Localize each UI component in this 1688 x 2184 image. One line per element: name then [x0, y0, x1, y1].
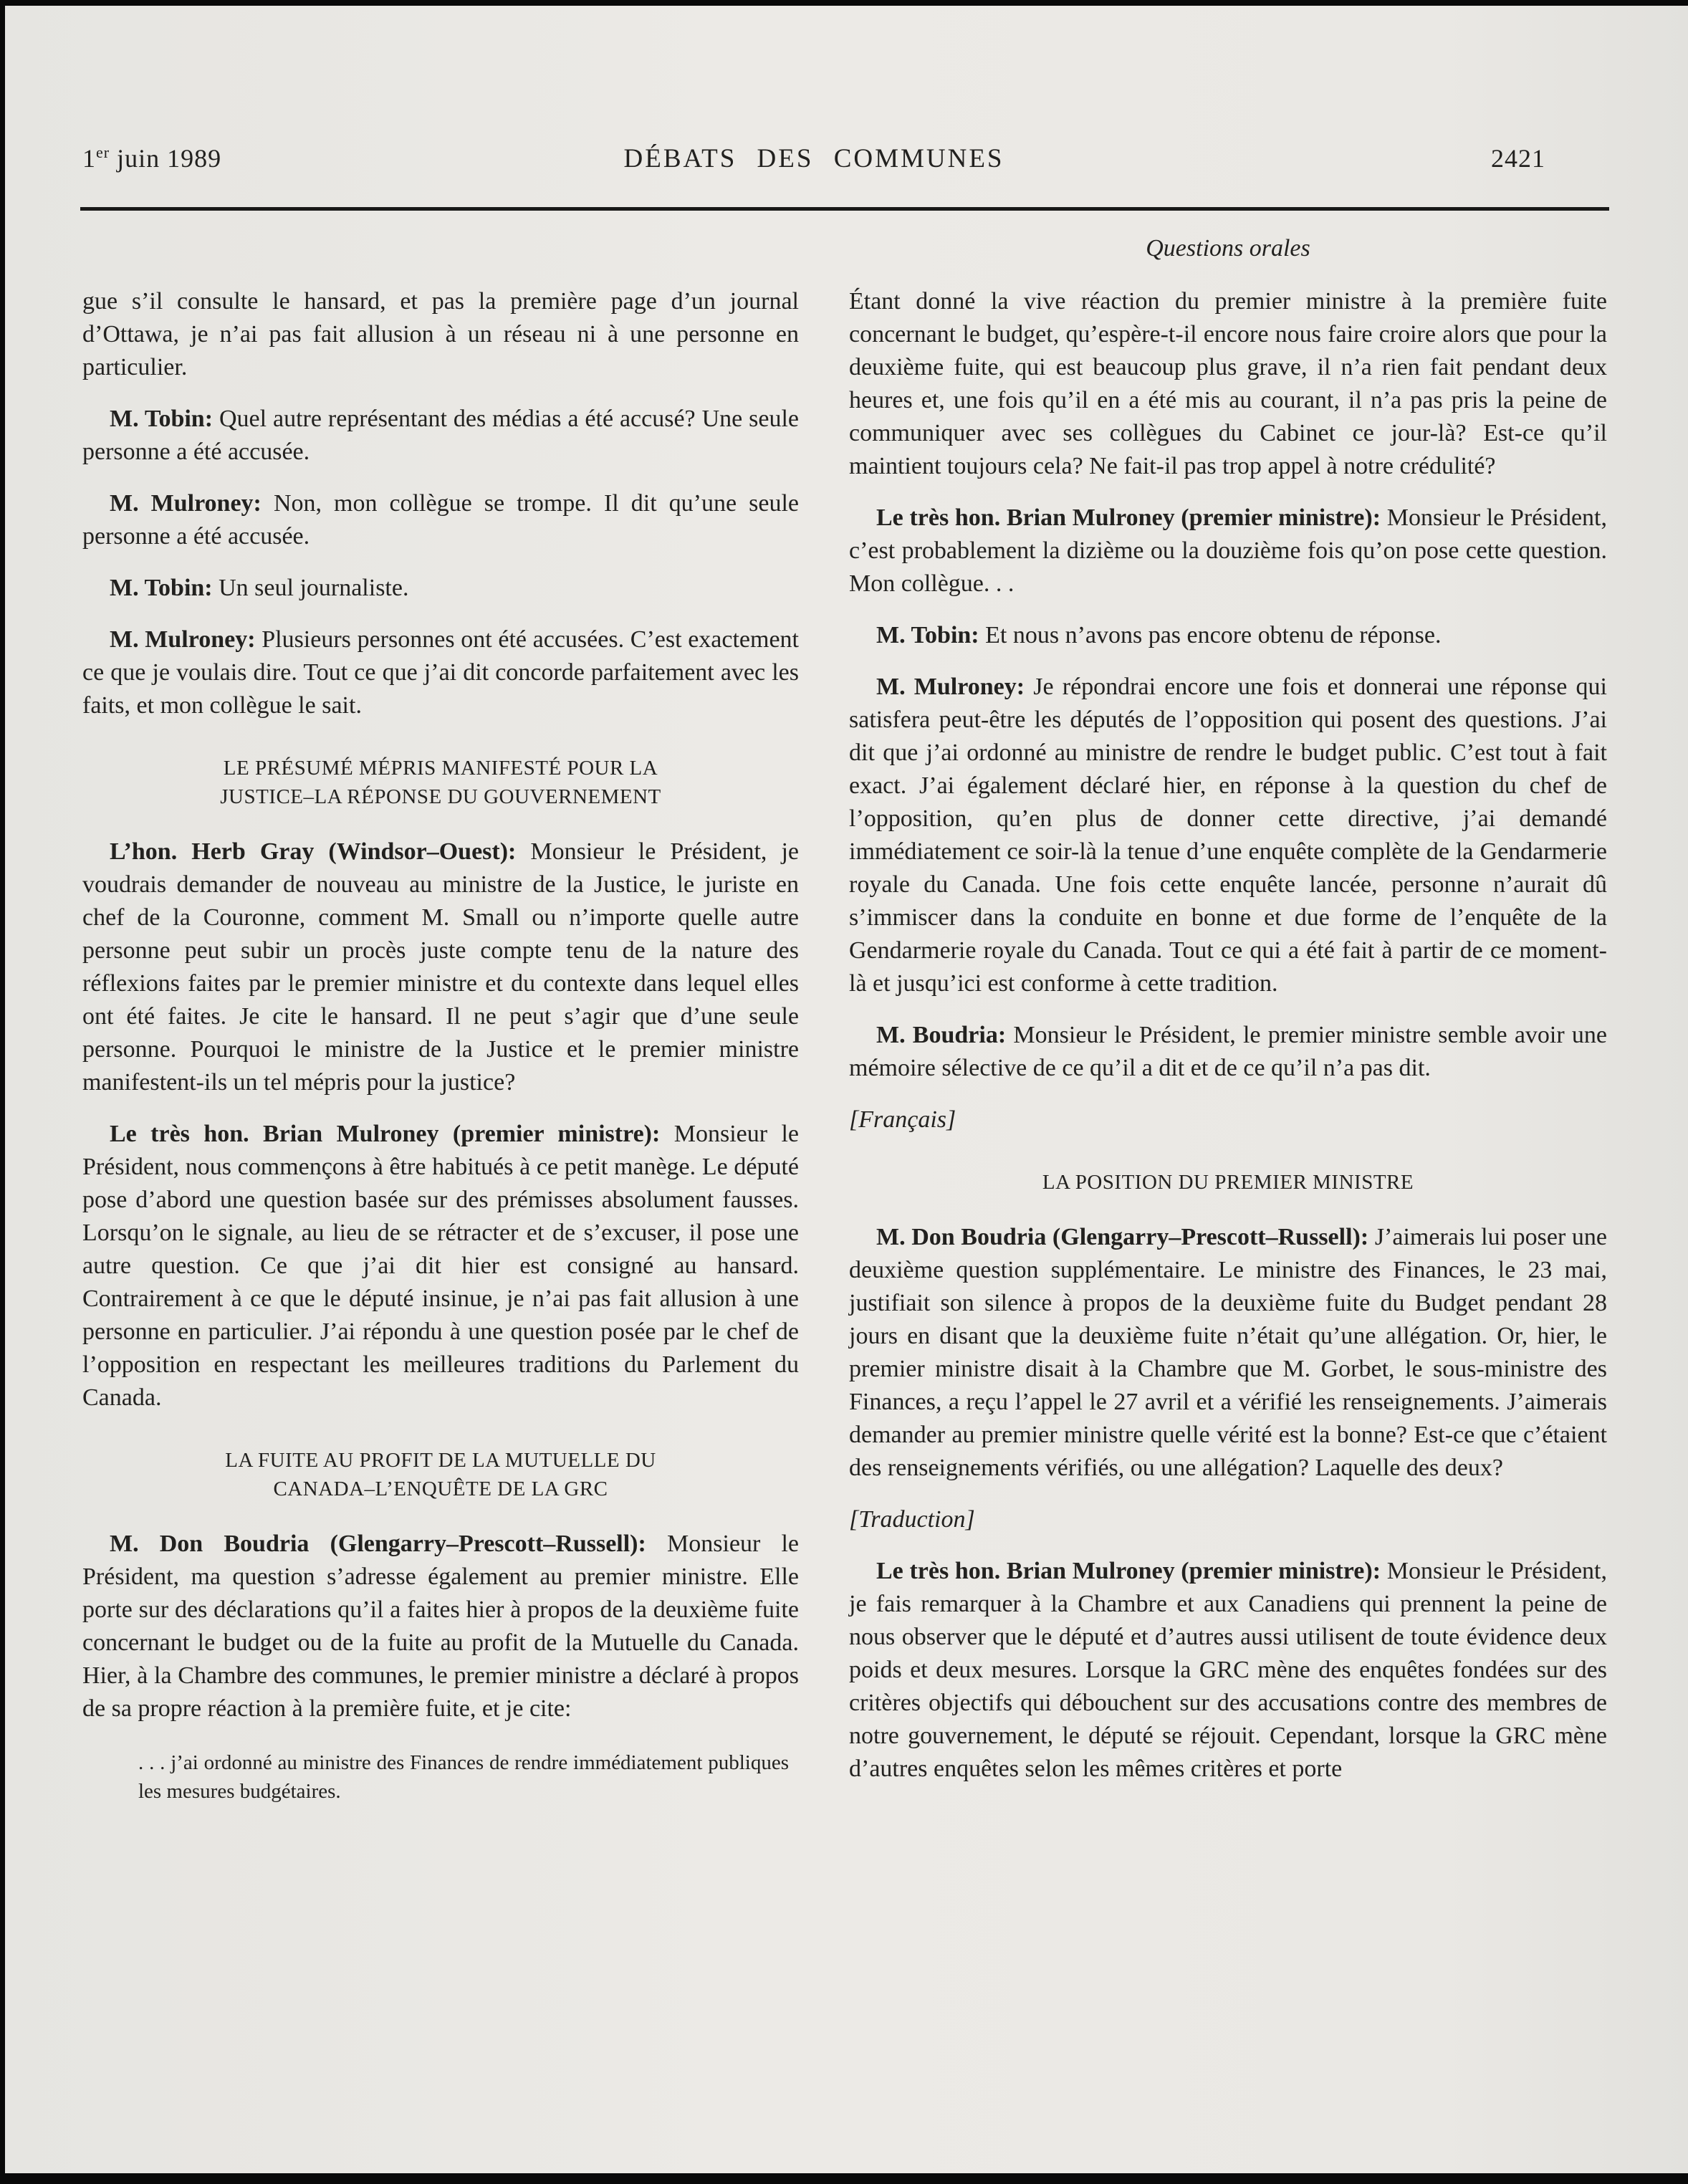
speech-text: Je répondrai encore une fois et donnerai une réponse qui satisfera peut-être les députés de l’opposition qui posent des questions. J’ai dit que j’ai ordonné au ministre de rendre le budget public. C’est tout à fait exact. J’ai également déclaré hier, en réponse à la question du chef de l’opposition, qu’en plus de donner cette directive, j’ai demandé immédiatement ce soir-là la tenue d’une enquête complète de la Gendarmerie royale du Canada. Une fois cette enquête lancée, personne n’aurait dû s’immiscer dans la conduite en bonne et due forme de l’enquête de la Gendarmerie royale du Canada. Tout ce qui a été fait à partir de ce moment-là et jusqu’ici est conforme à cette tradition. — [849, 674, 1608, 997]
speaker-name: M. Tobin: — [876, 622, 979, 648]
quote-block: . . . j’ai ordonné au ministre des Finances de rendre immédiatement publiques les mesures budgétaires. — [138, 1751, 789, 1803]
header-date — [82, 143, 624, 173]
speech-paragraph — [849, 1555, 1607, 1786]
speech-text: Monsieur le Président, le premier ministre semble avoir une mémoire sélective de ce qu’il a dit et de ce qu’il n’a pas dit. — [849, 1022, 1608, 1081]
column-right — [849, 285, 1607, 1804]
speaker-name: M. Mulroney: — [876, 674, 1025, 700]
speech-text: Monsieur le Président, je voudrais demander de nouveau au ministre de la Justice, le juriste en chef de la Couronne, comment M. Small ou n’importe quelle autre personne peut subir un procès juste compte tenu de la nature des réflexions faites par le premier ministre et du contexte dans lequel elles ont été faites. Je cite le hansard. Il ne peut s’agir que d’une seule personne. Pourquoi le ministre de la Justice et le premier ministre manifestent-ils un tel mépris pour la justice? — [82, 838, 800, 1096]
language-marker: [Français] — [849, 1106, 956, 1133]
column-left — [82, 285, 799, 1806]
speaker-name: M. Mulroney: — [110, 490, 262, 517]
date-number: 1 — [82, 144, 96, 173]
scan-edge-left — [0, 0, 5, 2184]
speech-text: Monsieur le Président, ma question s’adresse également au premier ministre. Elle porte sur des déclarations qu’il a faites hier à propos de la deuxième fuite concernant le budget ou de la fuite au profit de la Mutuelle du Canada. Hier, à la Chambre des communes, le premier ministre a déclaré à propos de sa propre réaction à la première fuite, et je cite: — [82, 1531, 800, 1722]
running-head: Questions orales — [1146, 235, 1310, 262]
speech-paragraph — [82, 623, 799, 722]
speaker-name: Le très hon. Brian Mulroney (premier ministre): — [876, 504, 1381, 531]
paragraph-continuation: gue s’il consulte le hansard, et pas la première page d’un journal d’Ottawa, je n’ai pas fait allusion à un réseau ni à une personne en particulier. — [82, 288, 799, 380]
speech-text: Un seul journaliste. — [219, 575, 409, 601]
date-rest: juin 1989 — [110, 144, 222, 173]
speech-paragraph — [82, 403, 799, 469]
page-number: 2421 — [1491, 144, 1546, 173]
speaker-name: Le très hon. Brian Mulroney (premier ministre): — [110, 1121, 661, 1147]
speaker-name: M. Mulroney: — [110, 626, 256, 653]
speech-text: Monsieur le Président, c’est probablement la dizième ou la douzième fois qu’on pose cette question. Mon collègue. . . — [849, 504, 1607, 597]
speech-paragraph — [849, 1019, 1607, 1085]
scan-edge-bottom — [0, 2173, 1688, 2184]
speech-paragraph — [82, 835, 799, 1099]
speech-paragraph — [82, 1528, 799, 1725]
speech-text: J’aimerais lui poser une deuxième question supplémentaire. Le ministre des Finances, le 23 mai, justifiait son silence à propos de la deuxième fuite du Budget pendant 28 jours en disant que la deuxième fuite n’était qu’une allégation. Or, hier, le premier ministre disait à la Chambre que M. Gorbet, le sous-ministre des Finances, a reçu l’appel le 27 avril et a vérifié les renseignements. J’aimerais demander au premier ministre quelle vérité est la bonne? Est-ce que c’étaient des renseignements vérifiés, ou une allégation? Laquelle des deux? — [849, 1224, 1608, 1481]
language-marker: [Traduction] — [849, 1506, 975, 1533]
speech-paragraph — [849, 502, 1607, 600]
speech-paragraph — [82, 572, 799, 605]
speech-text: Plusieurs personnes ont été accusées. C’est exactement ce que je voulais dire. Tout ce que j’ai dit concorde parfaitement avec les faits, et mon collègue le sait. — [82, 626, 800, 719]
speech-text: Quel autre représentant des médias a été accusé? Une seule personne a été accusée. — [82, 406, 800, 465]
speech-text: Et nous n’avons pas encore obtenu de réponse. — [985, 622, 1442, 648]
speech-paragraph — [849, 1221, 1607, 1485]
scan-edge-top — [0, 0, 1688, 6]
section-heading: LE PRÉSUMÉ MÉPRIS MANIFESTÉ POUR LA JUSTICE–LA RÉPONSE DU GOUVERNEMENT — [220, 757, 661, 808]
speech-paragraph — [82, 1118, 799, 1414]
speaker-name: Le très hon. Brian Mulroney (premier ministre): — [876, 1558, 1381, 1584]
paragraph-continuation: Étant donné la vive réaction du premier ministre à la première fuite concernant le budget, qu’espère-t-il encore nous faire croire alors que pour la deuxième fuite, qui est beaucoup plus grave, il n’a rien fait pendant deux heures et, une fois qu’il en a été mis au courant, il n’a pas pris la peine de communiquer avec ses collègues du Cabinet ce jour-là? Est-ce qu’il maintient toujours cela? Ne fait-il pas trop appel à notre crédulité? — [849, 288, 1607, 479]
speech-text: Non, mon collègue se trompe. Il dit qu’une seule personne a été accusée. — [82, 490, 800, 550]
speaker-name: M. Don Boudria (Glengarry–Prescott–Russell): — [876, 1224, 1369, 1250]
speaker-name: M. Don Boudria (Glengarry–Prescott–Russell): — [110, 1531, 646, 1557]
speaker-name: M. Tobin: — [110, 406, 214, 432]
section-heading: LA POSITION DU PREMIER MINISTRE — [1042, 1171, 1414, 1194]
speech-paragraph — [82, 487, 799, 553]
speaker-name: L’hon. Herb Gray (Windsor–Ouest): — [110, 838, 517, 865]
section-heading: LA FUITE AU PROFIT DE LA MUTUELLE DU CANADA–L’ENQUÊTE DE LA GRC — [225, 1449, 656, 1500]
page-title: DÉBATS DES COMMUNES — [623, 144, 1004, 173]
speech-paragraph — [849, 619, 1607, 652]
speech-text: Monsieur le Président, je fais remarquer à la Chambre et aux Canadiens qui prennent la peine de nous observer que le député et d’autres aussi utilisent de toute évidence deux poids et deux mesures. Lorsque la GRC mène des enquêtes fondées sur des critères objectifs qui débouchent sur des accusations contre des membres de notre gouvernement, le député se réjouit. Cependant, lorsque la GRC mène d’autres enquêtes selon les mêmes critères et porte — [849, 1558, 1607, 1782]
page-header — [82, 143, 1608, 174]
header-rule — [80, 207, 1609, 211]
speaker-name: M. Tobin: — [110, 575, 213, 601]
speaker-name: M. Boudria: — [876, 1022, 1007, 1048]
speech-paragraph — [849, 671, 1607, 1000]
speech-text: Monsieur le Président, nous commençons à être habitués à ce petit manège. Le député pose d’abord une question basée sur des prémisses absolument fausses. Lorsqu’on le signale, au lieu de se rétracter et de s’excuser, il pose une autre question. Ce que j’ai dit hier est consigné au hansard. Contrairement à ce que le député insinue, je n’ai pas fait allusion à une personne en particulier. J’ai répondu à une question posée par le chef de l’opposition en respectant les meilleures traditions du Parlement du Canada. — [82, 1121, 799, 1411]
date-ordinal-suffix: er — [96, 143, 110, 161]
